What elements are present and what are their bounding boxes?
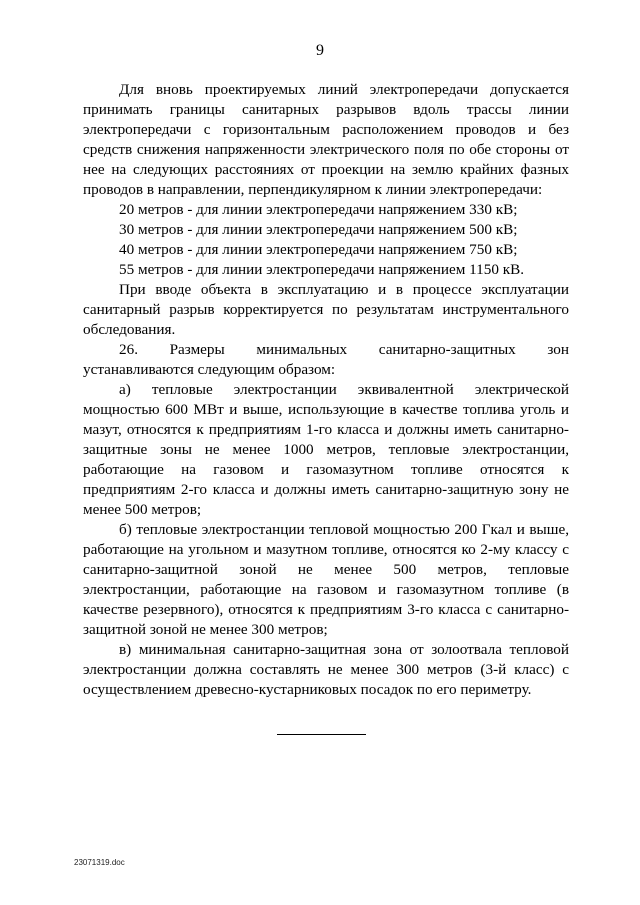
footer-filename: 23071319.doc: [74, 858, 125, 867]
paragraph-item-v: в) минимальная санитарно-защитная зона от золоотвала тепловой электростанции должна составлять не менее 300 метров (3-й класс) с осуществлением древесно-кустарниковых посадок по его периметру.: [83, 641, 569, 698]
paragraph-distance-750kv: 40 метров - для линии электропередачи напряжением 750 кВ;: [119, 241, 518, 258]
paragraph-item-a: а) тепловые электростанции эквивалентной электрической мощностью 600 МВт и выше, использующие в качестве топлива уголь и мазут, относятся к предприятиям 1-го класса и должны иметь санитарно-защитные зоны не менее 1000 метров, тепловые электростанции, работающие на газовом и газомазутном топливе относятся к предприятиям 2-го класса и должны иметь санитарно-защитную зону не менее 500 метров;: [83, 381, 569, 518]
paragraph-section-26: 26. Размеры минимальных санитарно-защитных зон устанавливаются следующим образом:: [83, 341, 569, 378]
paragraph-distance-500kv: 30 метров - для линии электропередачи напряжением 500 кВ;: [119, 221, 518, 238]
page-number: 9: [316, 42, 324, 59]
paragraph-distance-330kv: 20 метров - для линии электропередачи напряжением 330 кВ;: [119, 201, 518, 218]
paragraph-sanitary-gaps-intro: Для вновь проектируемых линий электропередачи допускается принимать границы санитарных разрывов вдоль трассы линии электропередачи с горизонтальным расположением проводов и без средств снижения напряженности электрического поля по обе стороны от нее на следующих расстояниях от проекции на землю крайних фазных проводов в направлении, перпендикулярном к линии электропередачи:: [83, 81, 569, 198]
paragraph-distance-1150kv: 55 метров - для линии электропередачи напряжением 1150 кВ.: [119, 261, 525, 278]
document-body: [83, 80, 569, 700]
paragraph-commissioning: При вводе объекта в эксплуатацию и в процессе эксплуатации санитарный разрыв корректируется по результатам инструментального обследования.: [83, 281, 569, 338]
paragraph-item-b: б) тепловые электростанции тепловой мощностью 200 Гкал и выше, работающие на угольном и мазутном топливе, относятся ко 2-му классу с санитарно-защитной зоной не менее 500 метров, тепловые электростанции, работающие на газовом и газомазутном топливе (в качестве резервного), относятся к предприятиям 3-го класса с санитарно-защитной зоной не менее 300 метров;: [83, 521, 569, 638]
end-divider-line: [277, 734, 366, 735]
